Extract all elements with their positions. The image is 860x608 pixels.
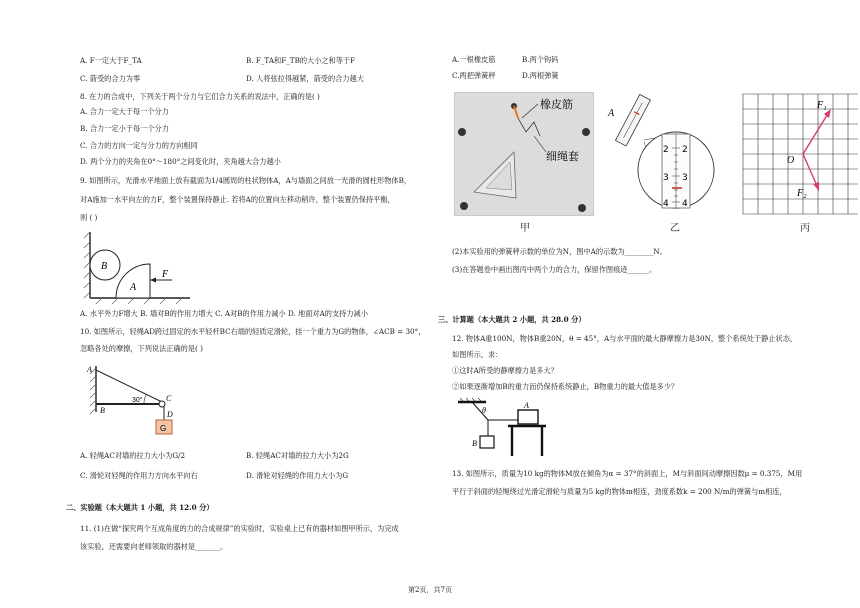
q9-figure <box>82 228 192 304</box>
q12-fig-label-a: A <box>524 401 529 410</box>
q10-fig-label-b: B <box>100 406 105 415</box>
q10-fig-label-d: D <box>167 410 173 419</box>
q13-stem-line1: 13. 如图所示，质量为10 kg的物体M放在倾角为α = 37°的斜面上，M与斜面间动摩擦因数μ = 0.375，M用 <box>452 469 803 478</box>
q11-stem-line1: 11. (1)在做“探究两个互成角度的力的合成规律”的实验时，实验桌上已有的器材如图甲所示，为完成 <box>80 524 399 533</box>
fig-yi-tick-right-2: 2 <box>682 145 688 155</box>
q9-fig-label-a: A <box>130 282 137 293</box>
fig-yi-tick-left-3: 3 <box>663 173 669 183</box>
q9-stem-line1: 9. 如图所示，光滑水平地面上放有截面为1/4圆周的柱状物体A，A与墙面之间放一光滑的圆柱形物体B， <box>80 176 412 185</box>
q13-stem-line2: 平行于斜面的轻绳绕过光滑定滑轮与质量为5 kg的物体m相连，劲度系数k = 200 N/m的弹簧与m相连， <box>452 487 787 496</box>
q10-fig-label-g: G <box>160 424 167 433</box>
q10-fig-angle: 30° <box>132 397 143 404</box>
q10-option-d: D. 滑轮对轻绳的作用力大小为G <box>246 471 349 480</box>
fig-yi-label-a: A <box>608 108 615 119</box>
fig-caption-bing: 丙 <box>800 223 810 234</box>
fig-label-rubber-band: 橡皮筋 <box>540 98 573 111</box>
q10-figure <box>82 362 192 438</box>
q8-option-b: B. 合力一定小于每一个分力 <box>80 124 169 133</box>
page-number-footer: 第2页，共7页 <box>408 586 452 594</box>
fig-bing-label-f2: F₂ <box>797 188 807 199</box>
q11-option-b: B.两个钩码 <box>522 55 559 64</box>
q10-option-a: A. 轻绳AC对墙的拉力大小为G/2 <box>80 451 186 460</box>
q11-part3: (3)在答题卷中画出图丙中两个力的合力，保留作图痕迹______。 <box>452 265 657 274</box>
fig-yi-tick-right-4: 4 <box>682 199 688 209</box>
q9-fig-label-b: B <box>101 261 108 272</box>
q8-option-c: C. 合力的方向一定与分力的方向相同 <box>80 141 198 150</box>
fig-yi-tick-left-4: 4 <box>663 199 669 209</box>
fig-yi-tick-left-2: 2 <box>663 145 669 155</box>
q7-option-c: C. 箭受的合力为零 <box>80 74 141 83</box>
fig-yi-spring-scale <box>604 92 724 216</box>
q9-stem-line2: 对A施加一水平向左的力F，整个装置保持静止. 若将A的位置向左移动稍许，整个装置仍保持平衡， <box>80 195 395 204</box>
q8-option-a: A. 合力一定大于每一个分力 <box>80 107 169 116</box>
q11-part2: (2)本实验用的弹簧秤示数的单位为N，图中A的示数为________N。 <box>452 247 667 256</box>
fig-bing-label-o: O <box>787 155 795 166</box>
q9-stem-line3: 则 ( ) <box>80 213 98 222</box>
fig-label-rope-loop: 细绳套 <box>546 150 579 163</box>
fig-bing-grid <box>741 92 858 216</box>
q8-stem: 8. 在力的合成中，下列关于两个分力与它们合力关系的说法中，正确的是( ) <box>80 92 320 101</box>
fig-jia-board <box>454 92 594 216</box>
q12-sub2: ②如果逐渐增加B的重力而仍保持系统静止，B物重力的最大值是多少？ <box>452 382 679 391</box>
fig-caption-yi: 乙 <box>670 223 680 234</box>
q12-fig-label-b: B <box>472 439 477 448</box>
q11-option-d: D.两根弹簧 <box>522 71 559 80</box>
q11-stem-line2: 该实验，还需要向老师领取的器材是_______。 <box>80 542 228 551</box>
q7-option-b: B. F_TA和F_TB的大小之和等于F <box>246 56 356 65</box>
q12-stem-line2: 如图所示，求： <box>452 350 503 359</box>
q10-option-c: C. 滑轮对轻绳的作用力方向水平向右 <box>80 471 198 480</box>
q12-fig-label-theta: θ <box>482 406 486 415</box>
q12-figure <box>456 396 548 458</box>
q9-fig-label-f: F <box>162 269 169 280</box>
fig-bing-label-f1: F₁ <box>817 100 827 111</box>
q10-fig-label-a: A <box>87 365 92 374</box>
q10-option-b: B. 轻绳AC对墙的拉力大小为2G <box>246 451 349 460</box>
q10-stem-line2: 忽略各处的摩擦，下列说法正确的是( ) <box>80 344 203 353</box>
fig-caption-jia: 甲 <box>520 223 530 234</box>
section-heading-experiment: 二、实验题（本大题共 1 小题，共 12.0 分） <box>66 503 214 512</box>
q10-fig-label-c: C <box>166 394 172 403</box>
q8-option-d: D. 两个分力的夹角在0°～180°之间变化时，夹角越大合力越小 <box>80 157 281 166</box>
q10-stem-line1: 10. 如图所示，轻绳AD跨过固定的水平轻杆BC右端的轻质定滑轮，挂一个重力为G的物体，∠ACB = 30°， <box>80 327 426 336</box>
q11-option-a: A.一根橡皮筋 <box>452 55 496 64</box>
q12-stem-line1: 12. 物体A重100N，物体B重20N，θ = 45°，A与水平面的最大静摩擦力是30N，整个系统处于静止状态， <box>452 334 798 343</box>
q11-option-c: C.两把弹簧秤 <box>452 71 496 80</box>
fig-yi-tick-right-3: 3 <box>682 173 688 183</box>
q7-option-d: D. 人将弦拉得越紧，箭受的合力越大 <box>246 74 364 83</box>
q9-options: A. 水平外力F增大 B. 墙对B的作用力增大 C. A对B的作用力减小 D. 地面对A的支持力减小 <box>80 309 368 318</box>
q7-option-a: A. F一定大于F_TA <box>80 56 142 65</box>
q12-sub1: ①这时A所受的静摩擦力是多大？ <box>452 366 558 375</box>
section-heading-calculation: 三、计算题（本大题共 2 小题，共 28.0 分） <box>438 315 586 324</box>
